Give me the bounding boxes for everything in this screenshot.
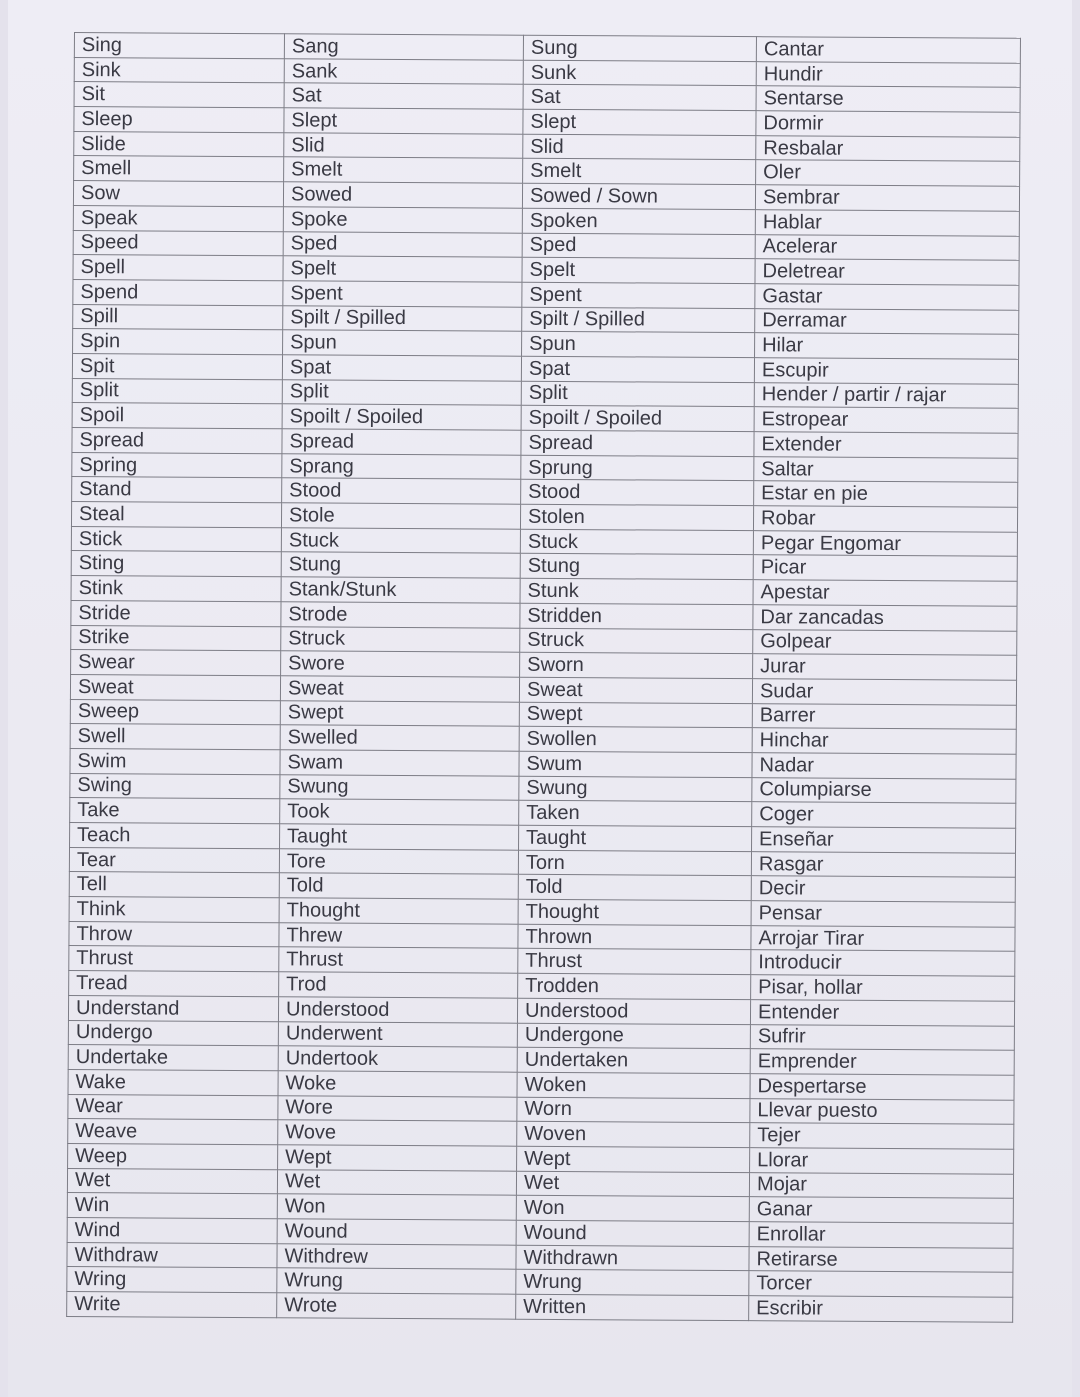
past-simple-cell: Smelt (284, 157, 523, 183)
past-simple-cell: Sped (283, 231, 522, 257)
infinitive-cell: Spit (72, 353, 282, 379)
spanish-translation-cell: Hablar (755, 209, 1019, 235)
past-participle-cell: Spelt (522, 257, 755, 283)
infinitive-cell: Spell (73, 255, 283, 281)
infinitive-cell: Spread (72, 427, 282, 453)
past-simple-cell: Tore (279, 848, 518, 874)
infinitive-cell: Win (67, 1193, 277, 1219)
spanish-translation-cell: Saltar (754, 456, 1018, 482)
past-simple-cell: Understood (278, 997, 517, 1023)
spanish-translation-cell: Coger (752, 802, 1016, 828)
past-simple-cell: Swung (280, 774, 519, 800)
infinitive-cell: Stand (72, 477, 282, 503)
past-participle-cell: Wept (517, 1146, 750, 1172)
infinitive-cell: Weave (68, 1119, 278, 1145)
spanish-translation-cell: Pensar (751, 901, 1015, 927)
spanish-translation-cell: Extender (754, 432, 1018, 458)
past-simple-cell: Sang (284, 34, 523, 60)
past-participle-cell: Woken (517, 1072, 750, 1098)
infinitive-cell: Sweep (70, 699, 280, 725)
past-simple-cell: Sat (284, 83, 523, 109)
past-participle-cell: Spoilt / Spoiled (521, 406, 754, 432)
past-simple-cell: Slept (284, 108, 523, 134)
spanish-translation-cell: Escribir (749, 1296, 1013, 1322)
past-participle-cell: Stunk (520, 578, 753, 604)
past-participle-cell: Smelt (523, 159, 756, 185)
infinitive-cell: Spring (72, 452, 282, 478)
past-participle-cell: Spat (521, 356, 754, 382)
infinitive-cell: Undergo (68, 1020, 278, 1046)
past-participle-cell: Written (516, 1294, 749, 1320)
past-simple-cell: Spun (283, 330, 522, 356)
infinitive-cell: Write (67, 1292, 277, 1318)
past-simple-cell: Spent (283, 281, 522, 307)
spanish-translation-cell: Pegar Engomar (753, 530, 1017, 556)
past-participle-cell: Undertaken (517, 1047, 750, 1073)
past-simple-cell: Spoilt / Spoiled (282, 404, 521, 430)
spanish-translation-cell: Robar (753, 506, 1017, 532)
past-participle-cell: Undergone (517, 1023, 750, 1049)
past-participle-cell: Taught (519, 825, 752, 851)
past-participle-cell: Taken (519, 801, 752, 827)
spanish-translation-cell: Golpear (753, 629, 1017, 655)
past-participle-cell: Thrown (518, 924, 751, 950)
infinitive-cell: Spill (73, 304, 283, 330)
past-participle-cell: Swollen (519, 726, 752, 752)
past-simple-cell: Swore (281, 651, 520, 677)
past-simple-cell: Wept (278, 1145, 517, 1171)
infinitive-cell: Spend (73, 279, 283, 305)
past-simple-cell: Withdrew (277, 1243, 516, 1269)
infinitive-cell: Take (70, 798, 280, 824)
past-participle-cell: Wrung (516, 1270, 749, 1296)
past-participle-cell: Stung (520, 554, 753, 580)
infinitive-cell: Tear (69, 847, 279, 873)
past-participle-cell: Swum (519, 751, 752, 777)
past-participle-cell: Wet (516, 1171, 749, 1197)
past-simple-cell: Swept (280, 700, 519, 726)
infinitive-cell: Sweat (70, 674, 280, 700)
past-participle-cell: Won (516, 1196, 749, 1222)
spanish-translation-cell: Decir (751, 876, 1015, 902)
spanish-translation-cell: Pisar, hollar (751, 975, 1015, 1001)
table-row (67, 1292, 1013, 1322)
past-simple-cell: Wrote (277, 1293, 516, 1319)
past-simple-cell: Sank (284, 58, 523, 84)
infinitive-cell: Undertake (68, 1045, 278, 1071)
past-participle-cell: Swung (519, 776, 752, 802)
spanish-translation-cell: Ganar (749, 1197, 1013, 1223)
infinitive-cell: Swell (70, 724, 280, 750)
infinitive-cell: Tread (69, 971, 279, 997)
infinitive-cell: Stink (71, 576, 281, 602)
past-simple-cell: Strode (281, 602, 520, 628)
past-simple-cell: Stank/Stunk (281, 577, 520, 603)
past-simple-cell: Undertook (278, 1046, 517, 1072)
infinitive-cell: Weep (68, 1143, 278, 1169)
spanish-translation-cell: Columpiarse (752, 777, 1016, 803)
spanish-translation-cell: Acelerar (755, 234, 1019, 260)
past-simple-cell: Wore (278, 1095, 517, 1121)
past-participle-cell: Worn (517, 1097, 750, 1123)
infinitive-cell: Spin (73, 329, 283, 355)
past-participle-cell: Split (521, 381, 754, 407)
spanish-translation-cell: Hender / partir / rajar (754, 382, 1018, 408)
past-simple-cell: Struck (281, 626, 520, 652)
spanish-translation-cell: Entender (750, 999, 1014, 1025)
infinitive-cell: Sink (74, 57, 284, 83)
past-simple-cell: Wound (277, 1219, 516, 1245)
past-simple-cell: Sweat (280, 676, 519, 702)
spanish-translation-cell: Estar en pie (754, 481, 1018, 507)
past-simple-cell: Thought (279, 898, 518, 924)
past-participle-cell: Understood (517, 998, 750, 1024)
past-participle-cell: Swept (519, 702, 752, 728)
spanish-translation-cell: Escupir (754, 358, 1018, 384)
past-participle-cell: Spread (521, 430, 754, 456)
infinitive-cell: Speak (73, 205, 283, 231)
irregular-verbs-table (66, 32, 1021, 1323)
past-simple-cell: Swam (280, 750, 519, 776)
past-participle-cell: Thought (518, 899, 751, 925)
paper-sheet (8, 0, 1072, 1397)
past-simple-cell: Swelled (280, 725, 519, 751)
infinitive-cell: Tell (69, 872, 279, 898)
past-simple-cell: Took (280, 799, 519, 825)
spanish-translation-cell: Resbalar (756, 135, 1020, 161)
past-simple-cell: Wrung (277, 1268, 516, 1294)
infinitive-cell: Stride (71, 600, 281, 626)
past-simple-cell: Spat (282, 355, 521, 381)
past-simple-cell: Taught (280, 824, 519, 850)
past-participle-cell: Spilt / Spilled (522, 307, 755, 333)
past-simple-cell: Stuck (281, 528, 520, 554)
infinitive-cell: Wring (67, 1267, 277, 1293)
spanish-translation-cell: Torcer (749, 1271, 1013, 1297)
infinitive-cell: Thrust (69, 946, 279, 972)
verb-table-body (67, 33, 1021, 1323)
infinitive-cell: Teach (70, 822, 280, 848)
spanish-translation-cell: Llevar puesto (750, 1098, 1014, 1124)
past-simple-cell: Spoke (283, 207, 522, 233)
spanish-translation-cell: Enrollar (749, 1222, 1013, 1248)
spanish-translation-cell: Deletrear (755, 259, 1019, 285)
spanish-translation-cell: Despertarse (750, 1074, 1014, 1100)
infinitive-cell: Swing (70, 773, 280, 799)
spanish-translation-cell: Tejer (750, 1123, 1014, 1149)
infinitive-cell: Sleep (74, 107, 284, 133)
spanish-translation-cell: Emprender (750, 1049, 1014, 1075)
spanish-translation-cell: Enseñar (752, 827, 1016, 853)
past-participle-cell: Wound (516, 1220, 749, 1246)
infinitive-cell: Spoil (72, 403, 282, 429)
infinitive-cell: Swim (70, 748, 280, 774)
infinitive-cell: Wear (68, 1094, 278, 1120)
past-participle-cell: Struck (520, 628, 753, 654)
past-participle-cell: Torn (518, 850, 751, 876)
infinitive-cell: Wake (68, 1069, 278, 1095)
past-simple-cell: Told (279, 873, 518, 899)
infinitive-cell: Speed (73, 230, 283, 256)
infinitive-cell: Swear (71, 650, 281, 676)
past-simple-cell: Thrust (279, 947, 518, 973)
past-participle-cell: Stuck (520, 529, 753, 555)
spanish-translation-cell: Gastar (755, 284, 1019, 310)
past-participle-cell: Sowed / Sown (522, 183, 755, 209)
past-simple-cell: Spilt / Spilled (283, 305, 522, 331)
past-simple-cell: Wet (277, 1169, 516, 1195)
past-simple-cell: Underwent (278, 1021, 517, 1047)
past-participle-cell: Sworn (520, 652, 753, 678)
past-participle-cell: Spun (522, 331, 755, 357)
past-participle-cell: Slept (523, 109, 756, 135)
past-participle-cell: Thrust (518, 949, 751, 975)
past-simple-cell: Sprang (282, 453, 521, 479)
infinitive-cell: Withdraw (67, 1242, 277, 1268)
past-simple-cell: Stood (282, 478, 521, 504)
past-participle-cell: Spoken (522, 208, 755, 234)
infinitive-cell: Understand (68, 995, 278, 1021)
past-participle-cell: Stood (521, 480, 754, 506)
spanish-translation-cell: Barrer (752, 703, 1016, 729)
past-participle-cell: Trodden (518, 973, 751, 999)
spanish-translation-cell: Picar (753, 555, 1017, 581)
spanish-translation-cell: Dormir (756, 111, 1020, 137)
spanish-translation-cell: Estropear (754, 407, 1018, 433)
past-simple-cell: Trod (279, 972, 518, 998)
past-simple-cell: Woke (278, 1071, 517, 1097)
spanish-translation-cell: Dar zancadas (753, 604, 1017, 630)
infinitive-cell: Sit (74, 82, 284, 108)
spanish-translation-cell: Nadar (752, 753, 1016, 779)
past-participle-cell: Sunk (523, 60, 756, 86)
past-simple-cell: Slid (284, 133, 523, 159)
infinitive-cell: Wind (67, 1217, 277, 1243)
spanish-translation-cell: Cantar (756, 37, 1020, 63)
past-simple-cell: Stung (281, 552, 520, 578)
spanish-translation-cell: Hundir (756, 61, 1020, 87)
spanish-translation-cell: Introducir (751, 950, 1015, 976)
infinitive-cell: Split (72, 378, 282, 404)
infinitive-cell: Sow (73, 181, 283, 207)
spanish-translation-cell: Sufrir (750, 1024, 1014, 1050)
spanish-translation-cell: Hinchar (752, 728, 1016, 754)
past-participle-cell: Sped (522, 233, 755, 259)
spanish-translation-cell: Apestar (753, 580, 1017, 606)
infinitive-cell: Strike (71, 625, 281, 651)
past-simple-cell: Sowed (283, 182, 522, 208)
spanish-translation-cell: Sentarse (756, 86, 1020, 112)
past-simple-cell: Spelt (283, 256, 522, 282)
past-participle-cell: Slid (523, 134, 756, 160)
past-participle-cell: Sung (523, 35, 756, 61)
past-participle-cell: Sweat (519, 677, 752, 703)
past-participle-cell: Withdrawn (516, 1245, 749, 1271)
spanish-translation-cell: Hilar (755, 333, 1019, 359)
spanish-translation-cell: Sudar (752, 679, 1016, 705)
past-simple-cell: Stole (281, 503, 520, 529)
spanish-translation-cell: Jurar (753, 654, 1017, 680)
spanish-translation-cell: Oler (756, 160, 1020, 186)
spanish-translation-cell: Mojar (749, 1172, 1013, 1198)
past-participle-cell: Sat (523, 85, 756, 111)
spanish-translation-cell: Rasgar (751, 851, 1015, 877)
past-simple-cell: Threw (279, 923, 518, 949)
past-participle-cell: Woven (517, 1121, 750, 1147)
past-participle-cell: Spent (522, 282, 755, 308)
infinitive-cell: Wet (67, 1168, 277, 1194)
past-participle-cell: Stridden (520, 603, 753, 629)
infinitive-cell: Smell (74, 156, 284, 182)
infinitive-cell: Throw (69, 921, 279, 947)
past-participle-cell: Sprung (521, 455, 754, 481)
infinitive-cell: Steal (71, 502, 281, 528)
spanish-translation-cell: Arrojar Tirar (751, 925, 1015, 951)
past-simple-cell: Wove (278, 1120, 517, 1146)
spanish-translation-cell: Derramar (755, 308, 1019, 334)
infinitive-cell: Sting (71, 551, 281, 577)
spanish-translation-cell: Llorar (750, 1148, 1014, 1174)
spanish-translation-cell: Retirarse (749, 1246, 1013, 1272)
infinitive-cell: Slide (74, 131, 284, 157)
past-simple-cell: Spread (282, 429, 521, 455)
past-participle-cell: Told (518, 875, 751, 901)
infinitive-cell: Sing (74, 33, 284, 59)
spanish-translation-cell: Sembrar (755, 185, 1019, 211)
past-simple-cell: Won (277, 1194, 516, 1220)
infinitive-cell: Stick (71, 526, 281, 552)
past-participle-cell: Stolen (520, 504, 753, 530)
infinitive-cell: Think (69, 897, 279, 923)
past-simple-cell: Split (282, 379, 521, 405)
